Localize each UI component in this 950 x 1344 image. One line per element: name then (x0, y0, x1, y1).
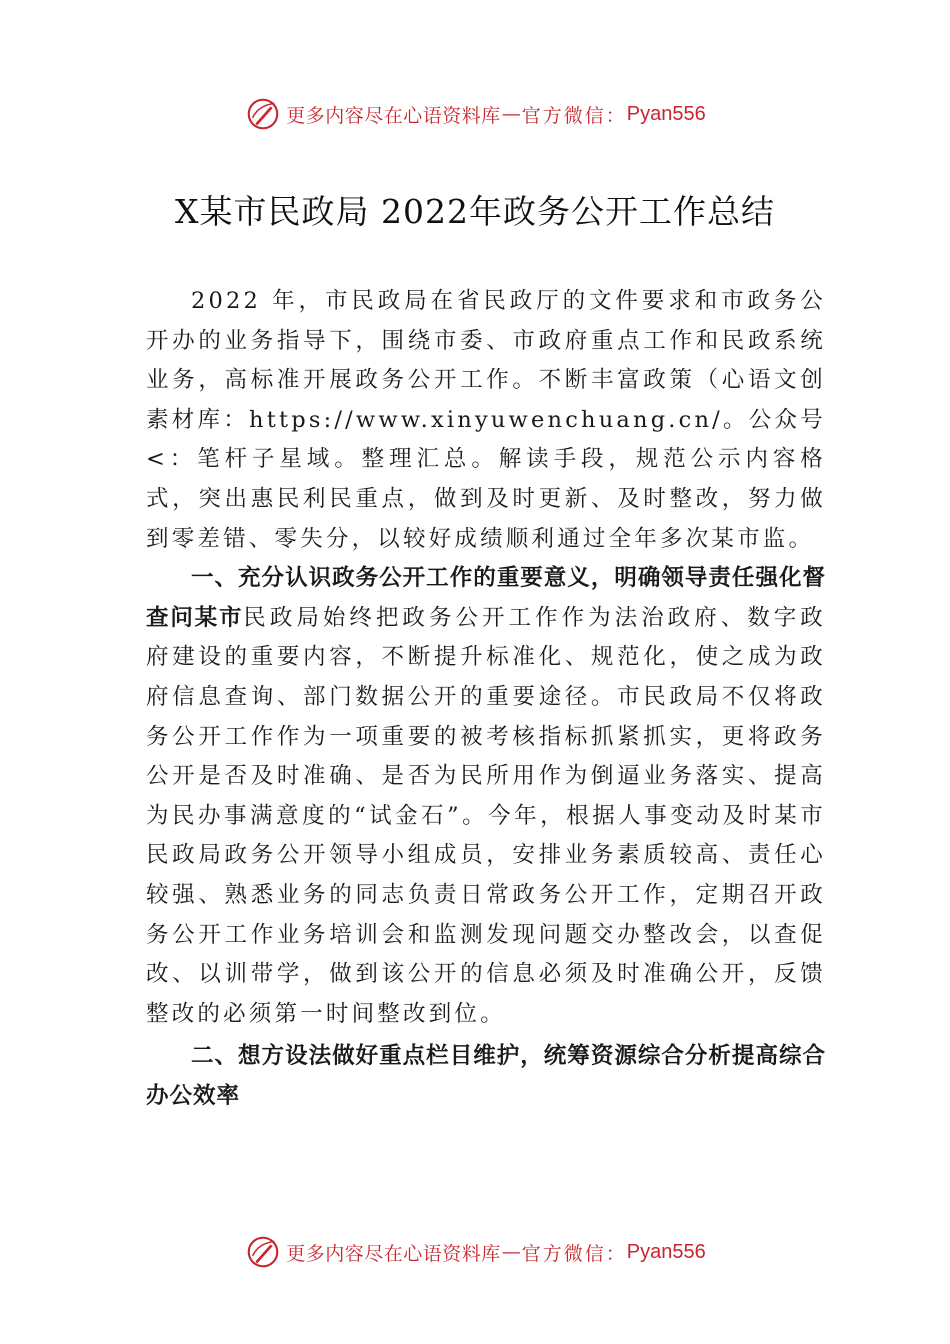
footer-banner-dash: — (501, 1241, 521, 1263)
paragraph-intro: 2022 年，市民政局在省民政厅的文件要求和市政务公开办的业务指导下，围绕市委、市政府重点工作和民政系统业务，高标准开展政务公开工作。不断丰富政策（心语文创素材库：https://www.xinyuwenchuang.cn/。公众号<：笔杆子星域。整理汇总。解读手段，规范公示内容格式，突出惠民利民重点，做到及时更新、及时整改，努力做到零差错、零失分，以较好成绩顺利通过全年多次某市监。 (146, 288, 826, 552)
footer-banner-text: 更多内容尽在心语资料库 (286, 1242, 501, 1265)
banner-text: 更多内容尽在心语资料库 (286, 104, 501, 127)
document-title: X某市民政局 2022年政务公开工作总结 (175, 192, 775, 231)
pen-nib-circle-icon (244, 95, 282, 133)
paragraph-section-2 (146, 1037, 826, 1116)
banner-wechat-id: Pyan556 (626, 102, 706, 125)
section-2-heading: 二、想方设法做好重点栏目维护，统筹资源综合分析提高综合办公效率 (146, 1043, 826, 1109)
section-1-heading: 一、充分认识政务公开工作的重要意义，明确领导责任强化督查问某市 (146, 565, 826, 631)
section-1-body: 民政局始终把政务公开工作作为法治政府、数字政府建设的重要内容，不断提升标准化、规范化，使之成为政府信息查询、部门数据公开的重要途径。市民政局不仅将政务公开工作作为一项重要的被考核指标抓紧抓实，更将政务公开是否及时准确、是否为民所用作为倒逼业务落实、提高为民办事满意度的“试金石”。今年，根据人事变动及时某市民政局政务公开领导小组成员，安排业务素质较高、责任心较强、熟悉业务的同志负责日常政务公开工作，定期召开政务公开工作业务培训会和监测发现问题交办整改会，以查促改、以训带学，做到该公开的信息必须及时准确公开，反馈整改的必须第一时间整改到位。 (146, 604, 826, 1027)
banner-wechat-label: 官方微信： (521, 104, 627, 127)
footer-banner-wechat-label: 官方微信： (521, 1242, 627, 1265)
document-body (146, 282, 826, 1116)
banner-dash: — (501, 103, 521, 125)
header-banner (0, 94, 950, 134)
paragraph-section-1 (146, 559, 826, 1034)
footer-banner-wechat-id: Pyan556 (626, 1240, 706, 1263)
footer-banner (0, 1232, 950, 1272)
pen-nib-circle-icon (244, 1233, 282, 1271)
